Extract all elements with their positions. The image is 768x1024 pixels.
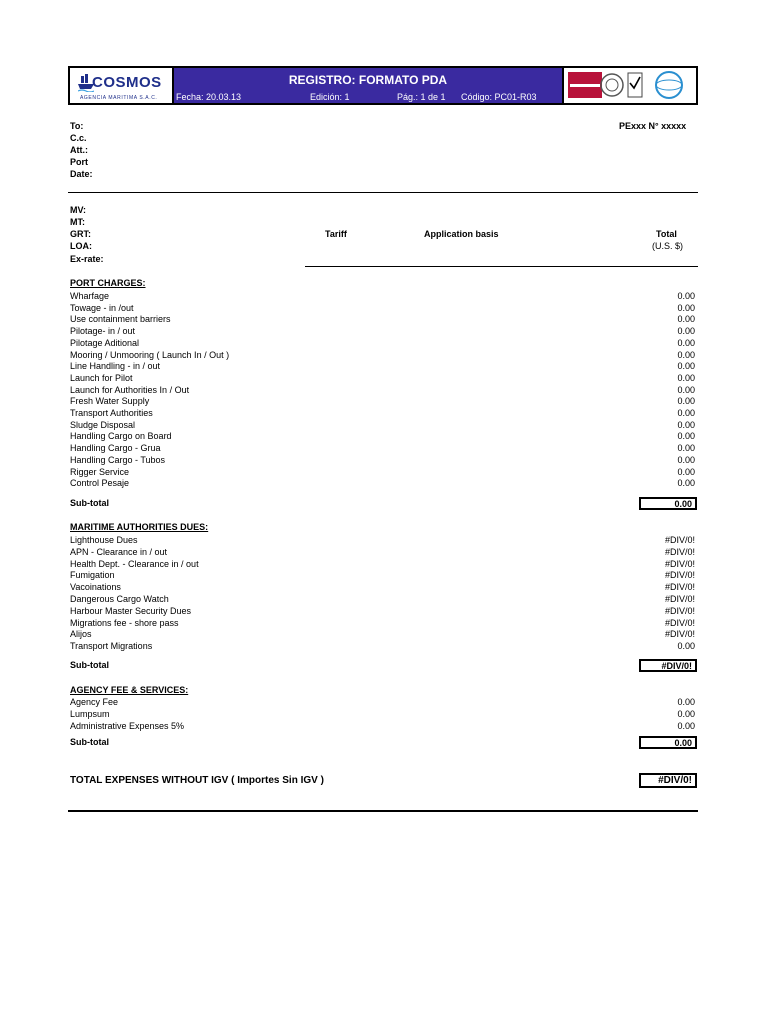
- line-item-label: Launch for Authorities In / Out: [70, 384, 190, 395]
- line-item-label: Pilotage- in / out: [70, 326, 136, 337]
- document-meta-bar: [174, 92, 562, 103]
- line-item-label: Handling Cargo - Tubos: [70, 454, 166, 465]
- label-mv: MV:: [70, 205, 87, 215]
- line-item-label: Use containment barriers: [70, 314, 171, 325]
- line-item-amount: 0.00: [677, 466, 695, 477]
- column-total: Total: [656, 229, 677, 239]
- line-item-label: Fresh Water Supply: [70, 396, 150, 407]
- label-date: Date:: [70, 169, 93, 179]
- logo-tagline: AGENCIA MARITIMA S.A.C.: [80, 95, 158, 101]
- line-item-label: Fumigation: [70, 570, 115, 581]
- column-tariff: Tariff: [325, 229, 347, 239]
- line-item-amount: 0.00: [677, 431, 695, 442]
- document-header: [68, 66, 698, 105]
- line-item-amount: 0.00: [677, 697, 695, 707]
- line-item-label: Wharfage: [70, 291, 110, 301]
- label-grt: GRT:: [70, 229, 91, 239]
- divider: [305, 266, 698, 267]
- line-item-amount: 0.00: [677, 349, 695, 360]
- line-item-label: Sludge Disposal: [70, 419, 136, 430]
- section-title-agency: AGENCY FEE & SERVICES:: [70, 685, 189, 695]
- line-item-amount: #DIV/0!: [664, 582, 695, 593]
- total-value: #DIV/0!: [639, 773, 697, 788]
- meta-fecha: Fecha: 20.03.13: [176, 92, 242, 102]
- line-item-label: Mooring / Unmooring ( Launch In / Out ): [70, 349, 230, 360]
- line-item-label: Health Dept. - Clearance in / out: [70, 558, 199, 569]
- maritime-dues-subtotal: #DIV/0!: [639, 659, 697, 672]
- line-item-amount: #DIV/0!: [664, 629, 695, 640]
- line-item-label: Transport Migrations: [70, 641, 153, 652]
- meta-pagina: Pág.: 1 de 1: [397, 92, 446, 102]
- port-charges-subtotal: 0.00: [639, 497, 697, 510]
- line-item-label: Towage - in /out: [70, 302, 134, 313]
- line-item-amount: #DIV/0!: [664, 617, 695, 628]
- line-item-label: Line Handling - in / out: [70, 361, 161, 372]
- line-item-amount: #DIV/0!: [664, 546, 695, 557]
- line-item-label: APN - Clearance in / out: [70, 546, 168, 557]
- line-item-amount: #DIV/0!: [664, 535, 695, 545]
- divider: [68, 192, 698, 193]
- total-label: TOTAL EXPENSES WITHOUT IGV ( Importes Sin IGV ): [70, 775, 324, 786]
- certification-badges-icon: [564, 68, 694, 103]
- column-application-basis: Application basis: [424, 229, 499, 239]
- section-title-port-charges: PORT CHARGES:: [70, 278, 146, 288]
- line-item-label: Lighthouse Dues: [70, 535, 138, 545]
- line-item-label: Administrative Expenses 5%: [70, 720, 185, 731]
- line-item-label: Transport Authorities: [70, 408, 153, 418]
- column-currency: (U.S. $): [652, 241, 684, 251]
- label-cc: C.c.: [70, 133, 87, 143]
- company-logo: [70, 68, 174, 103]
- label-mt: MT:: [70, 217, 85, 227]
- logo-word: COSMOS: [92, 74, 162, 91]
- line-item-amount: 0.00: [677, 454, 695, 465]
- label-loa: LOA:: [70, 241, 92, 251]
- label-port: Port: [70, 157, 88, 167]
- line-item-label: Rigger Service: [70, 466, 130, 477]
- line-item-amount: 0.00: [677, 478, 695, 489]
- line-item-label: Harbour Master Security Dues: [70, 605, 192, 616]
- line-item-amount: 0.00: [677, 443, 695, 454]
- subtotal-label: Sub-total: [70, 660, 109, 670]
- section-title-maritime-dues: MARITIME AUTHORITIES DUES:: [70, 522, 209, 532]
- line-item-label: Vacoinations: [70, 582, 121, 593]
- line-item-amount: 0.00: [677, 720, 695, 731]
- line-item-amount: 0.00: [677, 314, 695, 325]
- agency-subtotal: 0.00: [639, 736, 697, 749]
- certification-logos: [562, 68, 696, 103]
- line-item-label: Lumpsum: [70, 708, 110, 719]
- line-item-amount: 0.00: [677, 326, 695, 337]
- line-item-label: Control Pesaje: [70, 478, 130, 489]
- line-item-amount: 0.00: [677, 419, 695, 430]
- line-item-amount: 0.00: [677, 708, 695, 719]
- subtotal-label: Sub-total: [70, 498, 109, 508]
- line-item-amount: #DIV/0!: [664, 594, 695, 604]
- line-item-label: Handling Cargo on Board: [70, 431, 172, 442]
- line-item-label: Migrations fee - shore pass: [70, 617, 179, 628]
- meta-codigo: Código: PC01-R03: [461, 92, 537, 102]
- label-exrate: Ex-rate:: [70, 254, 104, 264]
- line-item-amount: 0.00: [677, 408, 695, 418]
- line-item-amount: 0.00: [677, 641, 695, 652]
- line-item-label: Alijos: [70, 629, 92, 640]
- line-item-amount: 0.00: [677, 302, 695, 313]
- line-item-amount: #DIV/0!: [664, 570, 695, 581]
- line-item-amount: 0.00: [677, 384, 695, 395]
- reference-number: PExxx N° xxxxx: [619, 121, 687, 131]
- line-item-amount: 0.00: [677, 291, 695, 301]
- line-item-label: Pilotage Aditional: [70, 337, 140, 348]
- document-title: REGISTRO: FORMATO PDA: [174, 68, 562, 92]
- line-item-amount: #DIV/0!: [664, 605, 695, 616]
- line-item-amount: 0.00: [677, 337, 695, 348]
- line-item-label: Dangerous Cargo Watch: [70, 594, 169, 604]
- line-item-amount: 0.00: [677, 361, 695, 372]
- line-item-label: Launch for Pilot: [70, 372, 133, 383]
- divider: [68, 810, 698, 812]
- line-item-amount: 0.00: [677, 396, 695, 407]
- line-item-label: Agency Fee: [70, 697, 119, 707]
- subtotal-label: Sub-total: [70, 737, 109, 747]
- meta-edicion: Edición: 1: [310, 92, 350, 102]
- line-item-label: Handling Cargo - Grua: [70, 443, 161, 454]
- label-to: To:: [70, 121, 84, 131]
- line-item-amount: 0.00: [677, 372, 695, 383]
- line-item-amount: #DIV/0!: [664, 558, 695, 569]
- label-att: Att.:: [70, 145, 88, 155]
